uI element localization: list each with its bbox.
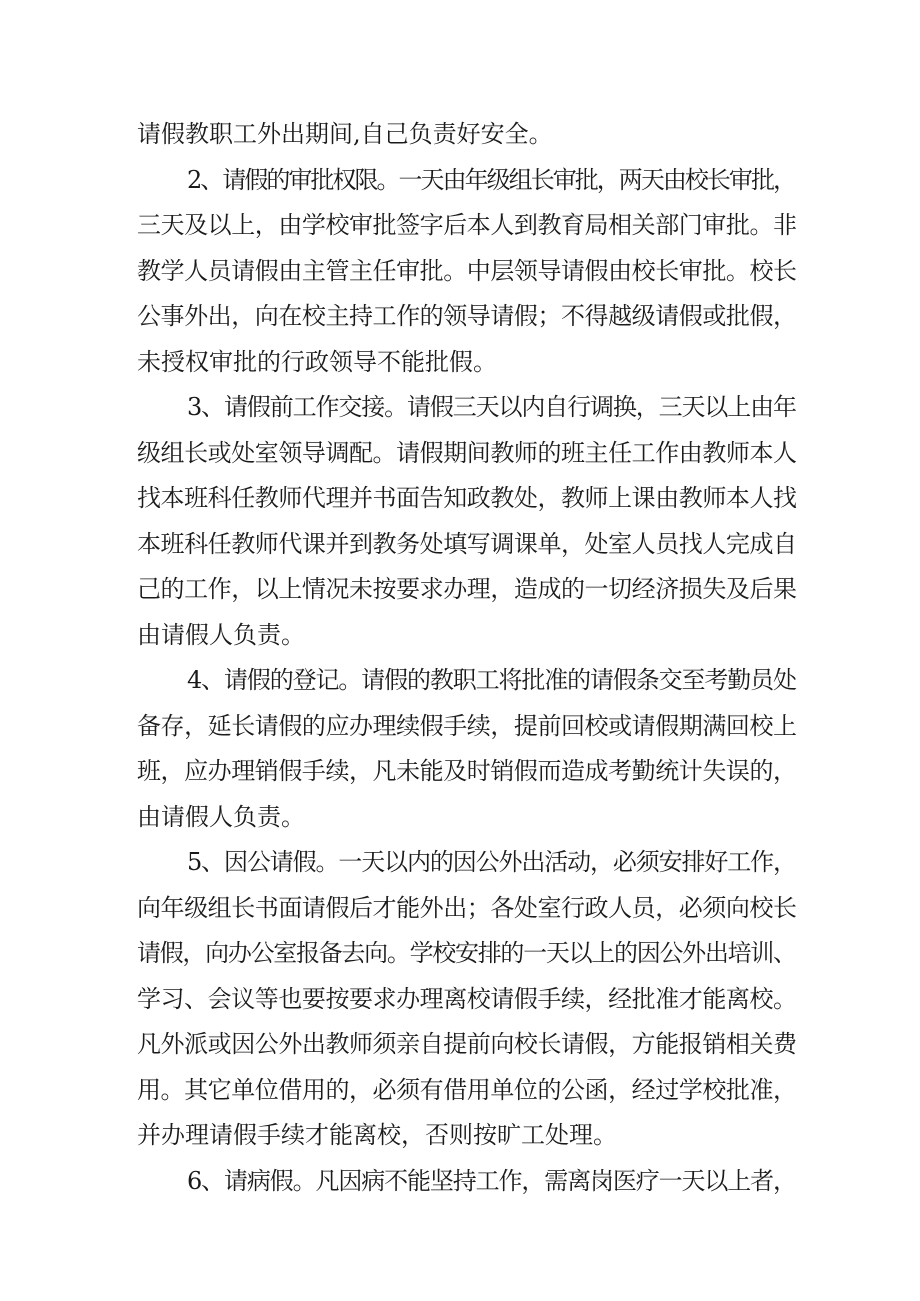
paragraph-5-heading-line: 5、因公请假。一天以内的因公外出活动，必须安排好工作， bbox=[187, 848, 796, 876]
text-line: 己的工作，以上情况未按要求办理，造成的一切经济损失及后果 bbox=[137, 575, 797, 603]
text-line: 由请假人负责。 bbox=[137, 802, 305, 831]
text-line: 本班科任教师代课并到教务处填写调课单，处室人员找人完成自 bbox=[137, 529, 797, 558]
text-line: 备存，延长请假的应办理续假手续，提前回校或请假期满回校上 bbox=[137, 711, 797, 740]
paragraph-3-heading-line: 3、请假前工作交接。请假三天以内自行调换，三天以上由年 bbox=[187, 393, 796, 421]
text-line: 班，应办理销假手续，凡未能及时销假而造成考勤统计失误的， bbox=[137, 757, 797, 785]
paragraph-2-heading-line: 2、请假的审批权限。一天由年级组长审批，两天由校长审批， bbox=[187, 165, 796, 194]
text-line: 并办理请假手续才能离校，否则按旷工处理。 bbox=[137, 1121, 617, 1149]
text-line: 未授权审批的行政领导不能批假。 bbox=[137, 347, 497, 376]
text-line: 教学人员请假由主管主任审批。中层领导请假由校长审批。校长 bbox=[137, 256, 797, 285]
text-line: 公事外出，向在校主持工作的领导请假；不得越级请假或批假， bbox=[137, 302, 797, 330]
text-line: 请假，向办公室报备去向。学校安排的一天以上的因公外出培训、 bbox=[137, 939, 796, 967]
text-line: 向年级组长书面请假后才能外出；各处室行政人员，必须向校长 bbox=[137, 893, 797, 922]
text-line: 三天及以上，由学校审批签字后本人到教育局相关部门审批。非 bbox=[137, 211, 797, 239]
text-line: 凡外派或因公外出教师须亲自提前向校长请假，方能报销相关费 bbox=[137, 1030, 797, 1058]
paragraph-4-heading-line: 4、请假的登记。请假的教职工将批准的请假条交至考勤员处 bbox=[187, 666, 796, 694]
paragraph-6-heading-line: 6、请病假。凡因病不能坚持工作，需离岗医疗一天以上者， bbox=[187, 1166, 796, 1195]
text-line: 用。其它单位借用的，必须有借用单位的公函，经过学校批准， bbox=[137, 1075, 797, 1104]
document-body bbox=[137, 112, 797, 1204]
text-line: 学习、会议等也要按要求办理离校请假手续，经批准才能离校。 bbox=[137, 984, 797, 1013]
text-line: 级组长或处室领导调配。请假期间教师的班主任工作由教师本人 bbox=[137, 438, 797, 467]
text-line: 由请假人负责。 bbox=[137, 620, 305, 649]
text-line: 找本班科任教师代理并书面告知政教处，教师上课由教师本人找 bbox=[137, 484, 797, 512]
text-line: 请假教职工外出期间,自己负责好安全。 bbox=[137, 120, 553, 148]
